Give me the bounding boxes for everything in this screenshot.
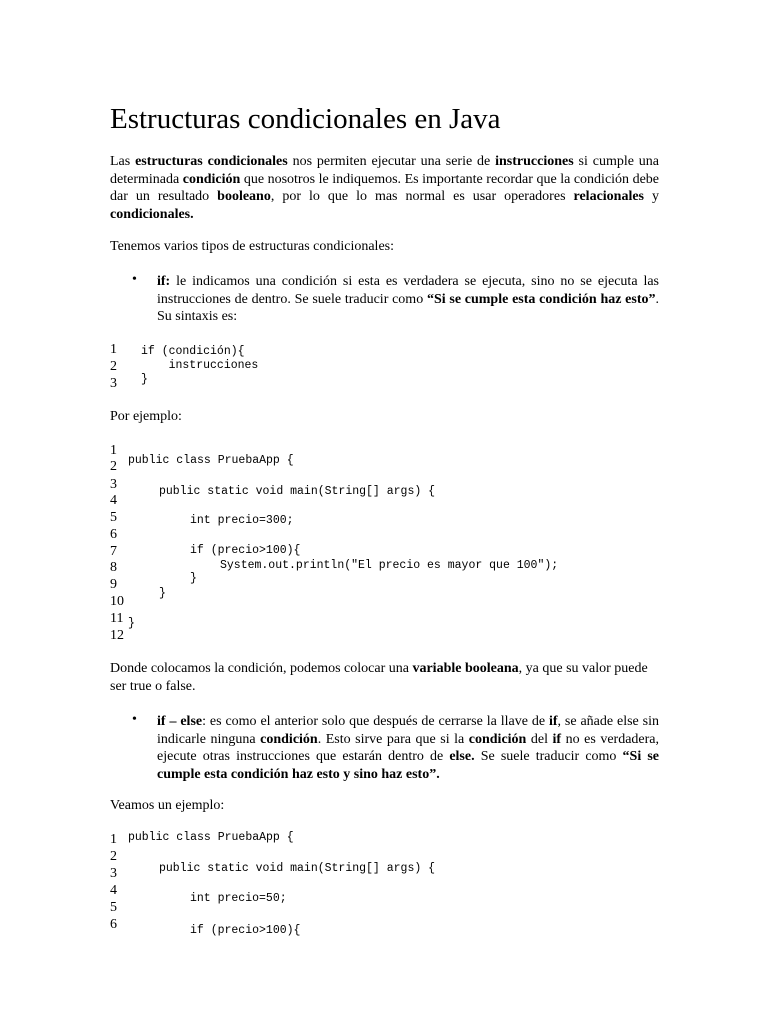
code-line: } <box>159 587 166 600</box>
line-number: 7 <box>110 544 117 559</box>
code-line: public static void main(String[] args) { <box>159 485 436 498</box>
code-line: public class PruebaApp { <box>128 831 294 844</box>
line-number: 4 <box>110 883 117 898</box>
bullet-if-else: if – else: es como el anterior solo que después de cerrarse la llave de if, se añade else sin indicarle ninguna condición. Esto sirve para que si la condición del if no es verdadera, ejecute otras instrucciones que estarán dentro de else. Se suele traducir como “Si se cumple esta condición haz esto y sino haz esto”. <box>157 714 660 782</box>
code-line: } <box>190 572 197 585</box>
code-line: } <box>128 617 135 630</box>
line-number: 10 <box>110 594 124 609</box>
line-number: 12 <box>110 628 124 643</box>
line-number: 3 <box>110 866 117 881</box>
booleana-paragraph: Donde colocamos la condición, podemos colocar una variable booleana, ya que su valor puede ser true o false. <box>110 661 648 694</box>
example-label-2: Veamos un ejemplo: <box>110 798 225 813</box>
example-label-1: Por ejemplo: <box>110 409 182 424</box>
line-number: 11 <box>110 611 124 626</box>
line-number: 2 <box>110 849 117 864</box>
line-number: 3 <box>110 477 117 492</box>
code-line: instrucciones <box>141 359 259 372</box>
code-line: int precio=300; <box>190 514 294 527</box>
bullet-dot-icon: • <box>132 712 137 727</box>
code-line: if (precio>100){ <box>190 544 301 557</box>
intro-paragraph: Las estructuras condicionales nos permiten ejecutar una serie de instrucciones si cumple una determinada condición que nosotros le indiquemos. Es importante recordar que la condición debe dar un resultado booleano, por lo que lo mas normal es usar operadores relacionales y condicionales. <box>110 154 660 222</box>
bullet-if: if: le indicamos una condición si esta es verdadera se ejecuta, sino no se ejecuta las instrucciones de dentro. Se suele traducir como “Si se cumple esta condición haz esto”. Su sintaxis es: <box>157 274 660 324</box>
line-number: 1 <box>110 342 117 357</box>
bullet-dot-icon: • <box>132 272 137 287</box>
line-number: 3 <box>110 376 117 391</box>
code-line: public class PruebaApp { <box>128 454 294 467</box>
code-line: if (precio>100){ <box>190 924 301 937</box>
line-number: 1 <box>110 443 117 458</box>
line-number: 2 <box>110 359 117 374</box>
line-number: 4 <box>110 493 117 508</box>
line-number: 6 <box>110 527 117 542</box>
line-number: 8 <box>110 560 117 575</box>
line-number: 2 <box>110 459 117 474</box>
line-number: 5 <box>110 900 117 915</box>
code-line: int precio=50; <box>190 892 287 905</box>
types-intro: Tenemos varios tipos de estructuras condicionales: <box>110 239 394 254</box>
code-line: } <box>141 373 148 386</box>
line-number: 9 <box>110 577 117 592</box>
line-number: 1 <box>110 832 117 847</box>
code-line: public static void main(String[] args) { <box>159 862 436 875</box>
line-number: 6 <box>110 917 117 932</box>
code-line: System.out.println("El precio es mayor que 100"); <box>220 559 559 572</box>
code-line: if (condición){ <box>141 345 245 358</box>
line-number: 5 <box>110 510 117 525</box>
page-title: Estructuras condicionales en Java <box>110 103 501 135</box>
